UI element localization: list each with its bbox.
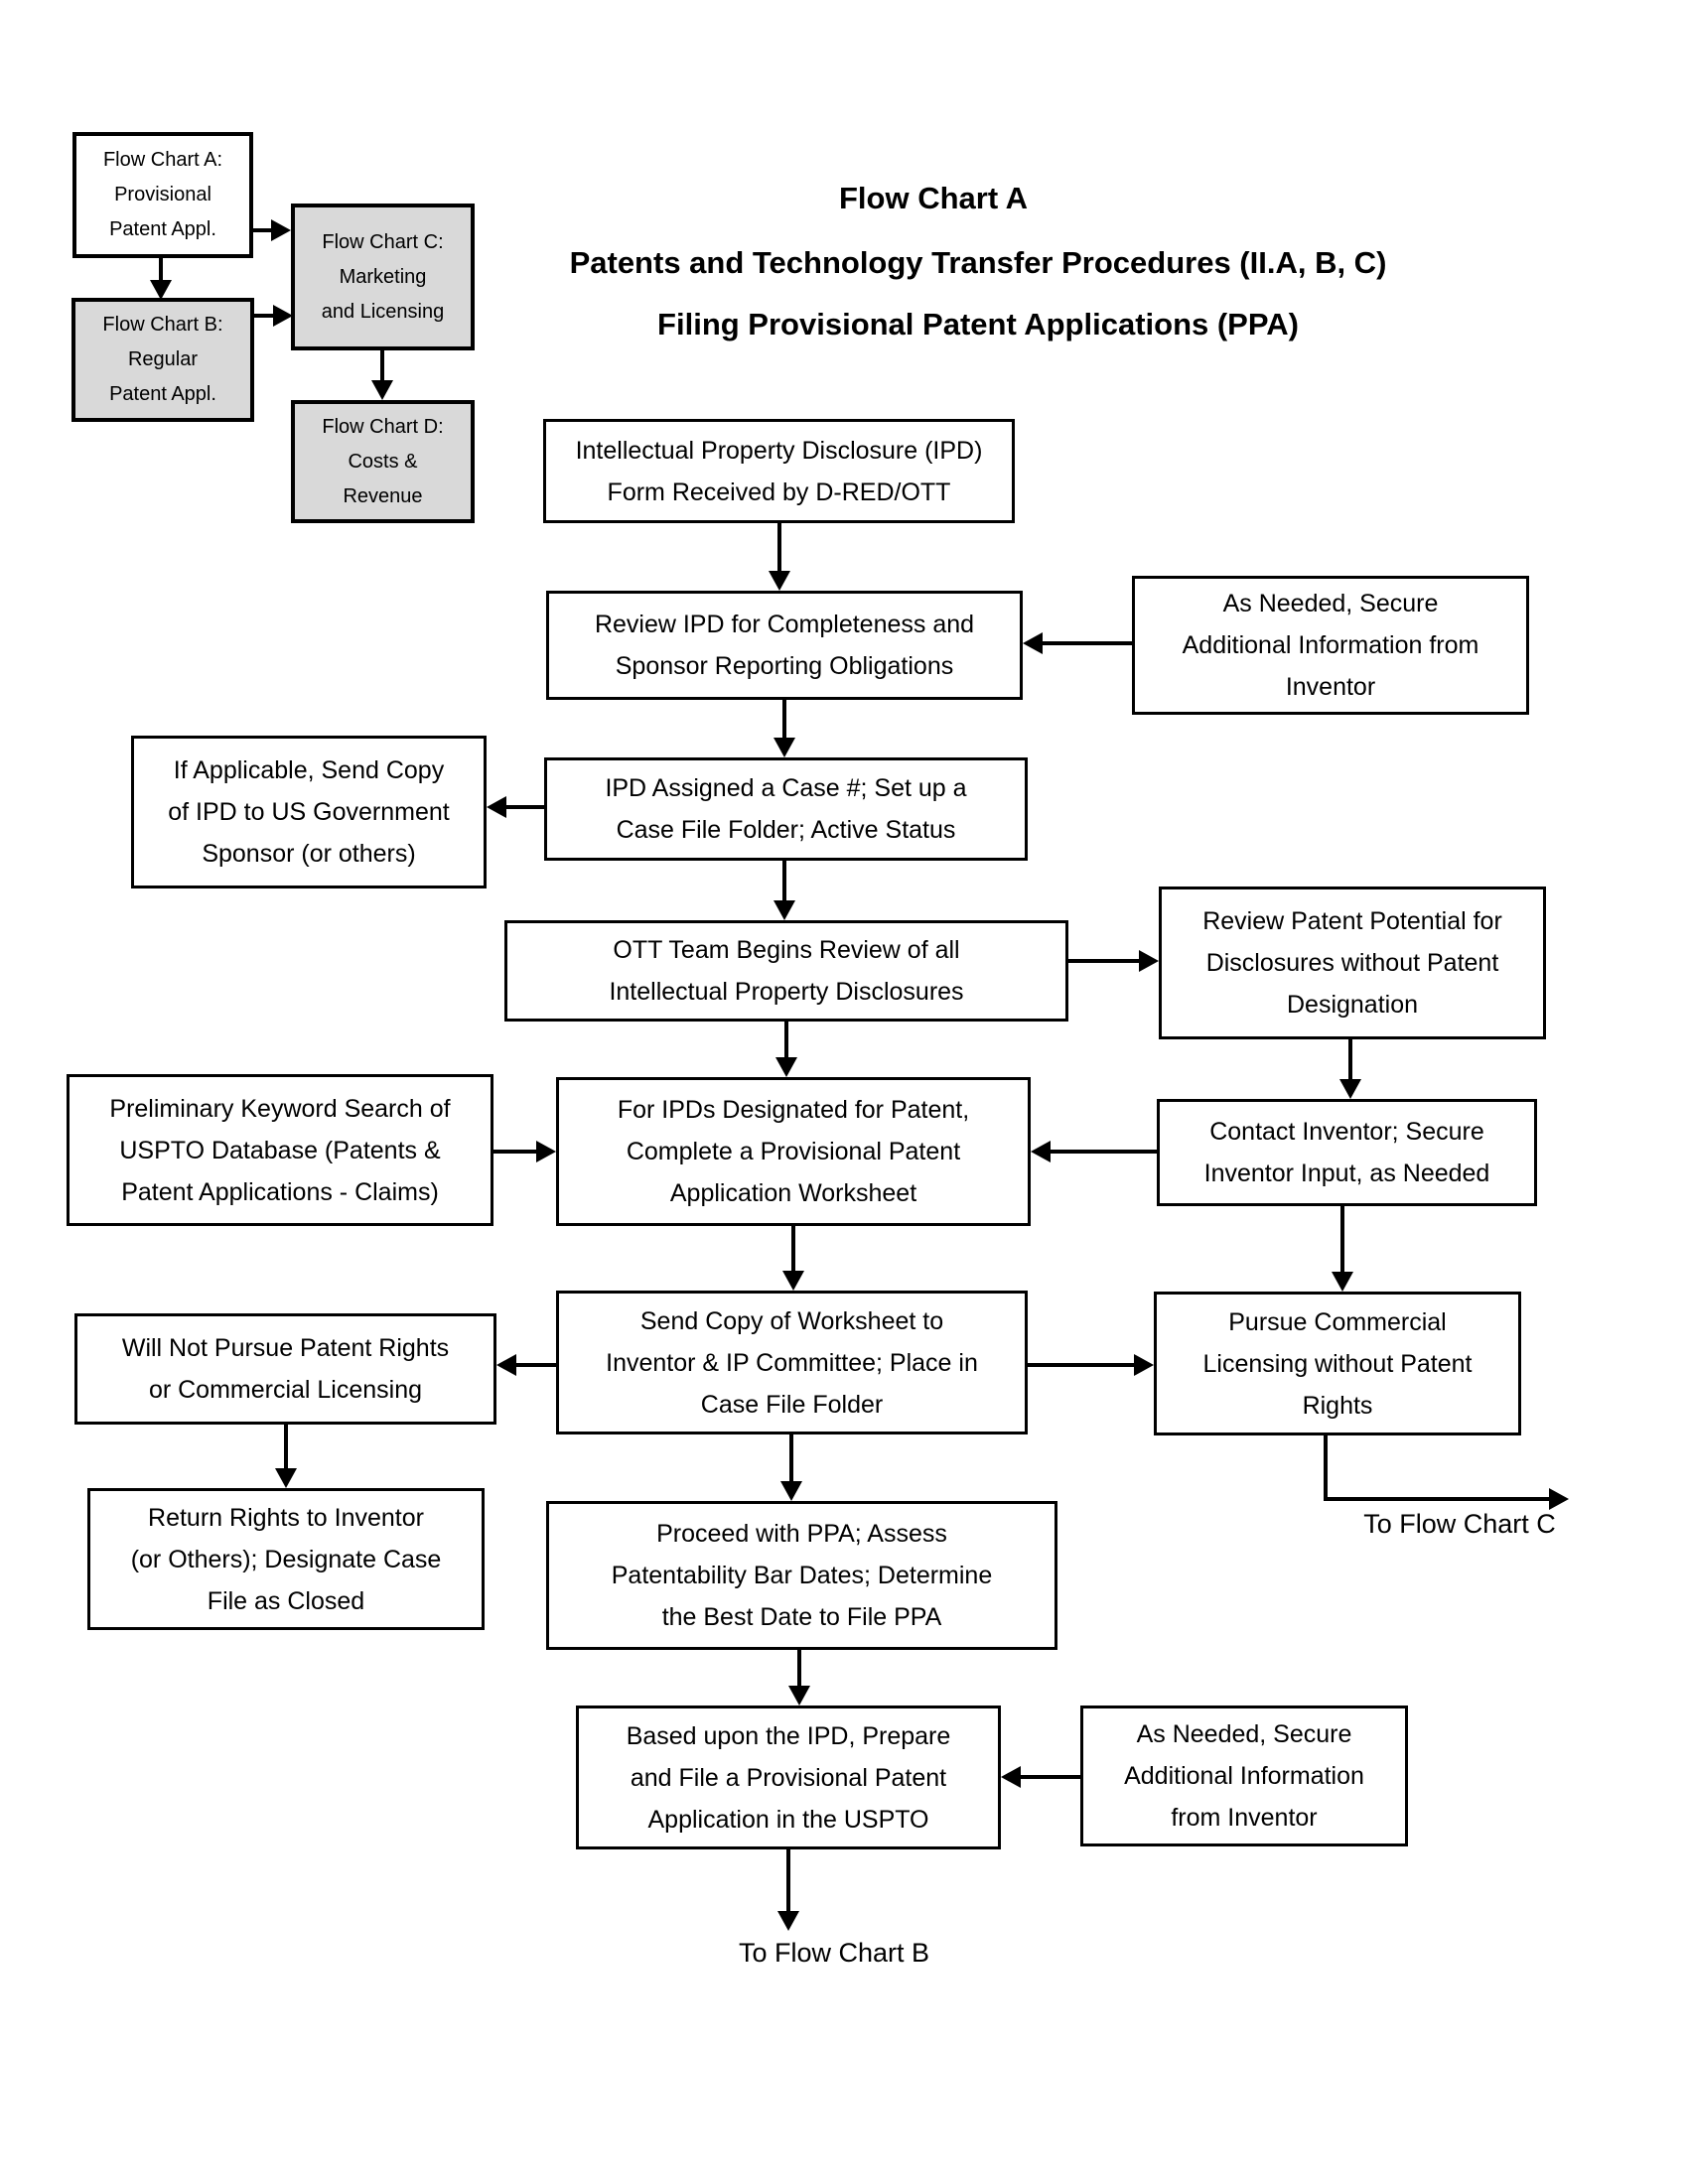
node-review-patent-potential: Review Patent Potential for Disclosures without Patent Designation xyxy=(1159,887,1546,1039)
legend-flow-chart-a: Flow Chart A: Provisional Patent Appl. xyxy=(72,132,253,258)
arrowhead-legend-b-to-c xyxy=(273,305,293,327)
legend-flow-chart-c: Flow Chart C: Marketing and Licensing xyxy=(291,204,475,350)
arrow-assigned-to-ifapplicable xyxy=(506,805,544,809)
arrow-ipdform-to-review xyxy=(777,523,781,571)
arrowhead-keyword-to-foripds xyxy=(536,1141,556,1162)
node-will-not-pursue: Will Not Pursue Patent Rights or Commercial Licensing xyxy=(74,1313,496,1425)
arrowhead-legend-a-to-c xyxy=(271,219,291,241)
node-for-ipds-worksheet: For IPDs Designated for Patent, Complete a Provisional Patent Application Worksheet xyxy=(556,1077,1031,1226)
arrowhead-foripds-to-sendcopy xyxy=(782,1271,804,1291)
arrow-assigned-to-ott xyxy=(782,861,786,900)
arrow-potential-to-contact xyxy=(1348,1039,1352,1079)
arrowhead-ipdform-to-review xyxy=(769,571,790,591)
arrowhead-potential-to-contact xyxy=(1339,1079,1361,1099)
arrow-contact-to-pursue xyxy=(1340,1206,1344,1272)
arrowhead-asneeded-to-review xyxy=(1023,632,1043,654)
node-pursue-commercial-licensing: Pursue Commercial Licensing without Patent Rights xyxy=(1154,1292,1521,1435)
arrowhead-willnot-to-return xyxy=(275,1468,297,1488)
node-ott-team-review: OTT Team Begins Review of all Intellectual Property Disclosures xyxy=(504,920,1068,1022)
arrow-legend-a-to-b xyxy=(159,258,163,280)
arrowhead-legend-c-to-d xyxy=(371,380,393,400)
arrowhead-contact-to-pursue xyxy=(1332,1272,1353,1292)
arrowhead-sendcopy-to-pursue xyxy=(1134,1354,1154,1376)
arrowhead-asneededbottom-to-basedupon xyxy=(1001,1766,1021,1788)
arrow-keyword-to-foripds xyxy=(493,1150,536,1154)
legend-flow-chart-b: Flow Chart B: Regular Patent Appl. xyxy=(71,298,254,422)
arrow-pursue-elbow-down xyxy=(1324,1435,1328,1501)
label-to-flow-chart-c: To Flow Chart C xyxy=(1363,1509,1556,1539)
arrowhead-assigned-to-ifapplicable xyxy=(487,796,506,818)
arrow-ott-to-foripds xyxy=(784,1022,788,1057)
arrowhead-basedupon-to-flowchartb xyxy=(777,1911,799,1931)
arrow-legend-b-to-c xyxy=(254,314,273,318)
arrowhead-proceed-to-basedupon xyxy=(788,1686,810,1706)
node-ipd-assigned-case: IPD Assigned a Case #; Set up a Case File Folder; Active Status xyxy=(544,757,1028,861)
arrow-proceed-to-basedupon xyxy=(797,1650,801,1686)
arrow-review-to-assigned xyxy=(782,700,786,738)
page-subtitle-2: Filing Provisional Patent Applications (PPA) xyxy=(657,307,1299,341)
arrowhead-to-flowchartc xyxy=(1549,1488,1569,1510)
node-as-needed-secure-info-bottom: As Needed, Secure Additional Information from Inventor xyxy=(1080,1706,1408,1846)
arrow-contact-to-foripds xyxy=(1051,1150,1157,1154)
arrow-ott-to-potential xyxy=(1068,959,1139,963)
node-if-applicable-send-copy: If Applicable, Send Copy of IPD to US Government Sponsor (or others) xyxy=(131,736,487,888)
arrow-sendcopy-to-proceed xyxy=(789,1434,793,1481)
node-proceed-with-ppa: Proceed with PPA; Assess Patentability Bar Dates; Determine the Best Date to File PPA xyxy=(546,1501,1057,1650)
arrowhead-legend-a-to-b xyxy=(150,280,172,300)
node-as-needed-secure-info-top: As Needed, Secure Additional Information from Inventor xyxy=(1132,576,1529,715)
arrow-sendcopy-to-willnot xyxy=(516,1363,556,1367)
node-keyword-search: Preliminary Keyword Search of USPTO Database (Patents & Patent Applications - Claims) xyxy=(67,1074,493,1226)
arrow-asneededbottom-to-basedupon xyxy=(1021,1775,1080,1779)
node-ipd-form-received: Intellectual Property Disclosure (IPD) Form Received by D-RED/OTT xyxy=(543,419,1015,523)
arrow-asneeded-to-review xyxy=(1043,641,1132,645)
arrow-basedupon-to-flowchartb xyxy=(786,1849,790,1911)
arrow-legend-a-to-c xyxy=(253,228,271,232)
arrowhead-sendcopy-to-proceed xyxy=(780,1481,802,1501)
arrow-willnot-to-return xyxy=(284,1425,288,1468)
arrowhead-review-to-assigned xyxy=(774,738,795,757)
node-return-rights: Return Rights to Inventor (or Others); Designate Case File as Closed xyxy=(87,1488,485,1630)
node-review-ipd: Review IPD for Completeness and Sponsor Reporting Obligations xyxy=(546,591,1023,700)
page-title: Flow Chart A xyxy=(838,181,1028,215)
arrowhead-contact-to-foripds xyxy=(1031,1141,1051,1162)
legend-flow-chart-d: Flow Chart D: Costs & Revenue xyxy=(291,400,475,523)
arrow-legend-c-to-d xyxy=(380,350,384,380)
label-to-flow-chart-b: To Flow Chart B xyxy=(738,1938,930,1968)
arrow-sendcopy-to-pursue xyxy=(1028,1363,1134,1367)
node-send-copy-worksheet: Send Copy of Worksheet to Inventor & IP Committee; Place in Case File Folder xyxy=(556,1291,1028,1434)
arrowhead-ott-to-foripds xyxy=(775,1057,797,1077)
arrow-foripds-to-sendcopy xyxy=(791,1226,795,1271)
page-subtitle: Patents and Technology Transfer Procedures (II.A, B, C) xyxy=(569,245,1387,280)
arrowhead-sendcopy-to-willnot xyxy=(496,1354,516,1376)
node-prepare-file-ppa-uspto: Based upon the IPD, Prepare and File a Provisional Patent Application in the USPTO xyxy=(576,1706,1001,1849)
node-contact-inventor: Contact Inventor; Secure Inventor Input, as Needed xyxy=(1157,1099,1537,1206)
arrow-pursue-elbow-right xyxy=(1324,1497,1549,1501)
arrowhead-assigned-to-ott xyxy=(774,900,795,920)
arrowhead-ott-to-potential xyxy=(1139,950,1159,972)
